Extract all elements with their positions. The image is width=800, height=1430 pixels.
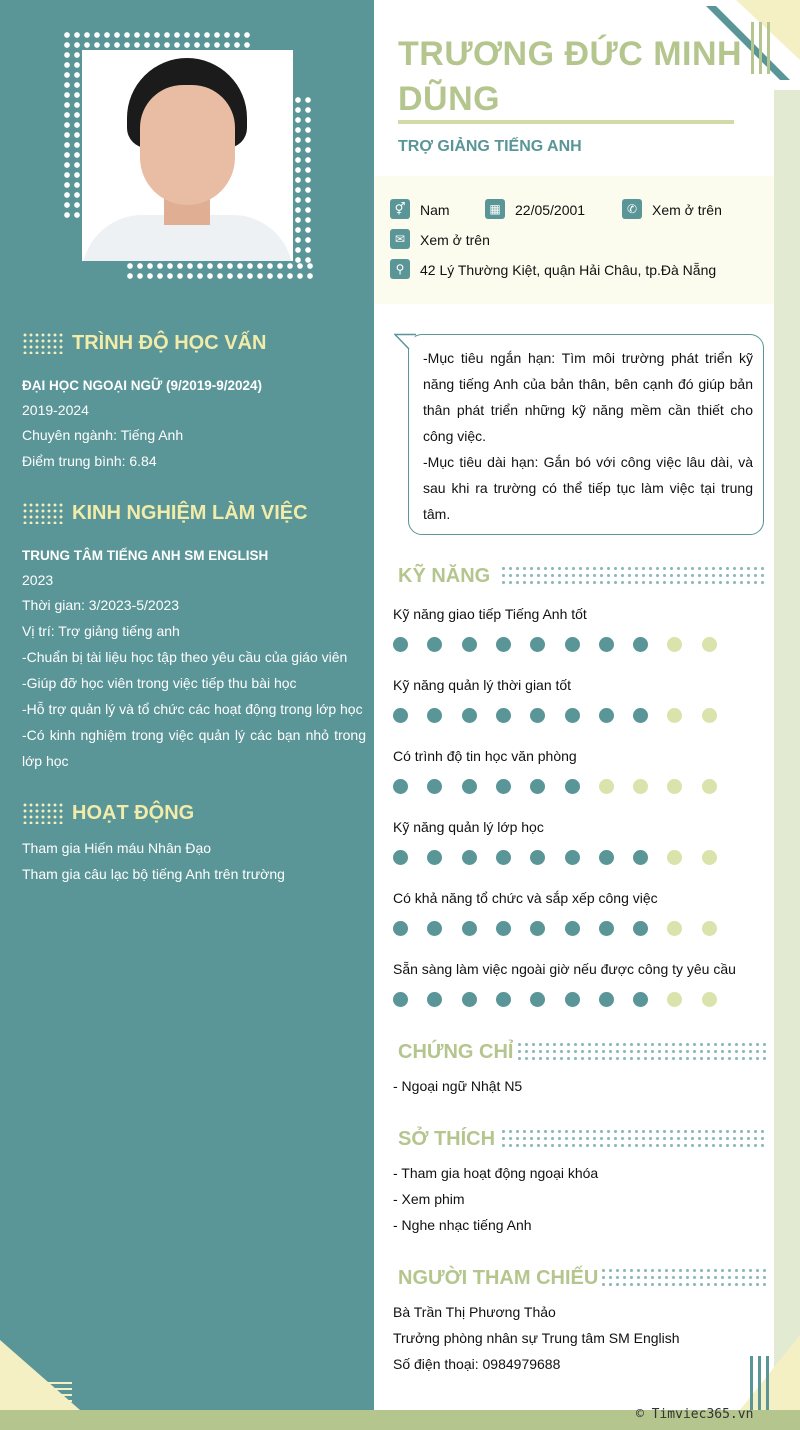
experience-duty: -Chuẩn bị tài liệu học tập theo yêu cầu của giáo viên <box>22 649 348 665</box>
address-value: 42 Lý Thường Kiệt, quận Hải Châu, tp.Đà Nẵng <box>420 262 717 278</box>
name-underline <box>398 120 734 124</box>
bottom-right-corner-decoration <box>740 1330 800 1410</box>
skill-dot-filled <box>393 779 408 794</box>
skill-dot-filled <box>393 921 408 936</box>
skill-dot-filled <box>427 850 442 865</box>
experience-year: 2023 <box>22 572 54 588</box>
skill-dot-filled <box>530 850 545 865</box>
skill-dot-filled <box>530 708 545 723</box>
certificate-item: - Ngoại ngữ Nhật N5 <box>393 1078 523 1094</box>
objective-long-term: -Mục tiêu dài hạn: Gắn bó với công việc lâu dài, và sau khi ra trường có thể tiếp tục làm việc tại trung tâm. <box>423 454 753 522</box>
bottom-left-corner-decoration <box>0 1330 110 1410</box>
location-pin-icon: ⚲ <box>390 259 410 279</box>
reference-position: Trưởng phòng nhân sự Trung tâm SM English <box>393 1330 680 1346</box>
skill-rating <box>393 921 723 937</box>
skill-dot-empty <box>702 992 717 1007</box>
photo-frame-dots-bottom <box>125 261 315 281</box>
gender-value: Nam <box>420 202 450 218</box>
skill-dot-empty <box>667 708 682 723</box>
skill-dot-filled <box>427 708 442 723</box>
experience-title-dots <box>22 502 64 524</box>
skill-dot-empty <box>633 779 648 794</box>
skill-dot-filled <box>393 708 408 723</box>
skill-dot-filled <box>633 992 648 1007</box>
certificates-title: CHỨNG CHỈ <box>398 1041 514 1063</box>
email-icon: ✉ <box>390 229 410 249</box>
skill-dot-empty <box>702 637 717 652</box>
skill-dot-empty <box>702 850 717 865</box>
hobbies-title: SỞ THÍCH <box>398 1128 496 1150</box>
skill-dot-filled <box>427 921 442 936</box>
experience-title: KINH NGHIỆM LÀM VIỆC <box>72 502 308 524</box>
hobby-item: - Xem phim <box>393 1191 465 1207</box>
skill-label: Kỹ năng giao tiếp Tiếng Anh tốt <box>393 606 587 622</box>
profile-photo <box>82 50 293 261</box>
skill-dot-filled <box>565 708 580 723</box>
hobbies-title-dots <box>500 1128 766 1149</box>
reference-title-dots <box>600 1267 766 1288</box>
experience-time: Thời gian: 3/2023-5/2023 <box>22 597 180 613</box>
skill-dot-filled <box>633 708 648 723</box>
skill-dot-filled <box>530 637 545 652</box>
objective-bubble-tail <box>394 333 418 357</box>
skill-dot-empty <box>702 779 717 794</box>
photo-frame-dots-top <box>62 30 252 50</box>
phone-value: Xem ở trên <box>652 202 722 218</box>
skill-dot-filled <box>530 992 545 1007</box>
skill-label: Có khả năng tổ chức và sắp xếp công việc <box>393 890 658 906</box>
skill-dot-filled <box>565 850 580 865</box>
education-title-dots <box>22 332 64 354</box>
skill-label: Sẵn sàng làm việc ngoài giờ nếu được công ty yêu cầu <box>393 961 736 977</box>
education-title: TRÌNH ĐỘ HỌC VẤN <box>72 332 267 354</box>
education-school: ĐẠI HỌC NGOẠI NGỮ (9/2019-9/2024) <box>22 378 263 393</box>
experience-duty: -Có kinh nghiệm trong việc quản lý các bạn nhỏ trong <box>22 727 366 743</box>
right-decor-strip <box>774 90 800 1410</box>
activity-item: Tham gia câu lạc bộ tiếng Anh trên trường <box>22 866 285 882</box>
skill-dot-filled <box>462 708 477 723</box>
footer-credit: © Timviec365.vn <box>636 1407 754 1422</box>
skill-dot-filled <box>393 637 408 652</box>
skill-rating <box>393 850 723 866</box>
photo-frame-dots-left <box>62 50 82 220</box>
skill-dot-filled <box>599 992 614 1007</box>
skills-title: KỸ NĂNG <box>398 565 491 587</box>
skill-dot-empty <box>667 779 682 794</box>
skill-dot-filled <box>496 637 511 652</box>
skill-rating <box>393 779 723 795</box>
skill-rating <box>393 992 723 1008</box>
skill-dot-filled <box>565 779 580 794</box>
skill-dot-filled <box>530 779 545 794</box>
activity-item: Tham gia Hiến máu Nhân Đạo <box>22 840 212 856</box>
experience-duty: -Giúp đỡ học viên trong việc tiếp thu bài học <box>22 675 297 691</box>
reference-name: Bà Trần Thị Phương Thảo <box>393 1304 556 1320</box>
skill-dot-filled <box>565 921 580 936</box>
skill-dot-filled <box>393 850 408 865</box>
skills-title-dots <box>500 565 766 586</box>
education-major: Chuyên ngành: Tiếng Anh <box>22 427 184 443</box>
skill-rating <box>393 708 723 724</box>
skill-dot-filled <box>393 992 408 1007</box>
skill-dot-filled <box>462 637 477 652</box>
skill-dot-filled <box>599 637 614 652</box>
skill-dot-filled <box>496 779 511 794</box>
skill-dot-empty <box>702 921 717 936</box>
skill-dot-filled <box>427 779 442 794</box>
skill-label: Có trình độ tin học văn phòng <box>393 748 577 764</box>
career-objective-box <box>408 334 764 535</box>
education-years: 2019-2024 <box>22 402 89 418</box>
phone-icon: ✆ <box>622 199 642 219</box>
skill-dot-filled <box>530 921 545 936</box>
skill-dot-filled <box>427 637 442 652</box>
skill-dot-filled <box>565 992 580 1007</box>
experience-duty: -Hỗ trợ quản lý và tổ chức các hoạt động trong lớp học <box>22 701 363 717</box>
hobby-item: - Tham gia hoạt động ngoại khóa <box>393 1165 599 1181</box>
skill-dot-filled <box>565 637 580 652</box>
calendar-icon: ▦ <box>485 199 505 219</box>
skill-dot-filled <box>633 637 648 652</box>
email-value: Xem ở trên <box>420 232 490 248</box>
skill-dot-empty <box>599 779 614 794</box>
reference-phone: Số điện thoại: 0984979688 <box>393 1356 561 1372</box>
skill-dot-filled <box>599 708 614 723</box>
skill-dot-empty <box>667 637 682 652</box>
skill-dot-empty <box>667 992 682 1007</box>
certificates-title-dots <box>516 1041 766 1062</box>
skill-dot-filled <box>633 850 648 865</box>
skill-dot-empty <box>667 921 682 936</box>
skill-dot-filled <box>496 921 511 936</box>
skill-dot-filled <box>633 921 648 936</box>
hobby-item: - Nghe nhạc tiếng Anh <box>393 1217 532 1233</box>
skill-dot-filled <box>462 992 477 1007</box>
skill-dot-filled <box>496 850 511 865</box>
skill-dot-filled <box>496 992 511 1007</box>
skill-dot-filled <box>496 708 511 723</box>
skill-dot-filled <box>462 850 477 865</box>
skill-dot-empty <box>667 850 682 865</box>
experience-position: Vị trí: Trợ giảng tiếng anh <box>22 623 180 639</box>
photo-frame-dots-right <box>293 95 313 265</box>
skill-dot-empty <box>702 708 717 723</box>
skill-label: Kỹ năng quản lý lớp học <box>393 819 544 835</box>
experience-company: TRUNG TÂM TIẾNG ANH SM ENGLISH <box>22 548 269 563</box>
activities-title: HOẠT ĐỘNG <box>72 802 195 824</box>
skill-rating <box>393 637 723 653</box>
skill-dot-filled <box>599 921 614 936</box>
skill-dot-filled <box>462 921 477 936</box>
candidate-role: TRỢ GIẢNG TIẾNG ANH <box>398 138 582 155</box>
skill-dot-filled <box>599 850 614 865</box>
skill-dot-filled <box>462 779 477 794</box>
skill-dot-filled <box>427 992 442 1007</box>
birthday-value: 22/05/2001 <box>515 202 586 218</box>
gender-icon: ⚥ <box>390 199 410 219</box>
candidate-name: TRƯƠNG ĐỨC MINH DŨNG <box>398 35 743 118</box>
experience-duty-continued: lớp học <box>22 753 69 769</box>
reference-title: NGƯỜI THAM CHIẾU <box>398 1267 599 1289</box>
education-gpa: Điểm trung bình: 6.84 <box>22 453 157 469</box>
activities-title-dots <box>22 802 64 824</box>
objective-short-term: -Mục tiêu ngắn hạn: Tìm môi trường phát triển kỹ năng tiếng Anh của bản thân, bên cạnh đó giúp bản thân phát triển những kỹ năng mềm cần thiết cho công việc. <box>423 350 753 444</box>
skill-label: Kỹ năng quản lý thời gian tốt <box>393 677 572 693</box>
